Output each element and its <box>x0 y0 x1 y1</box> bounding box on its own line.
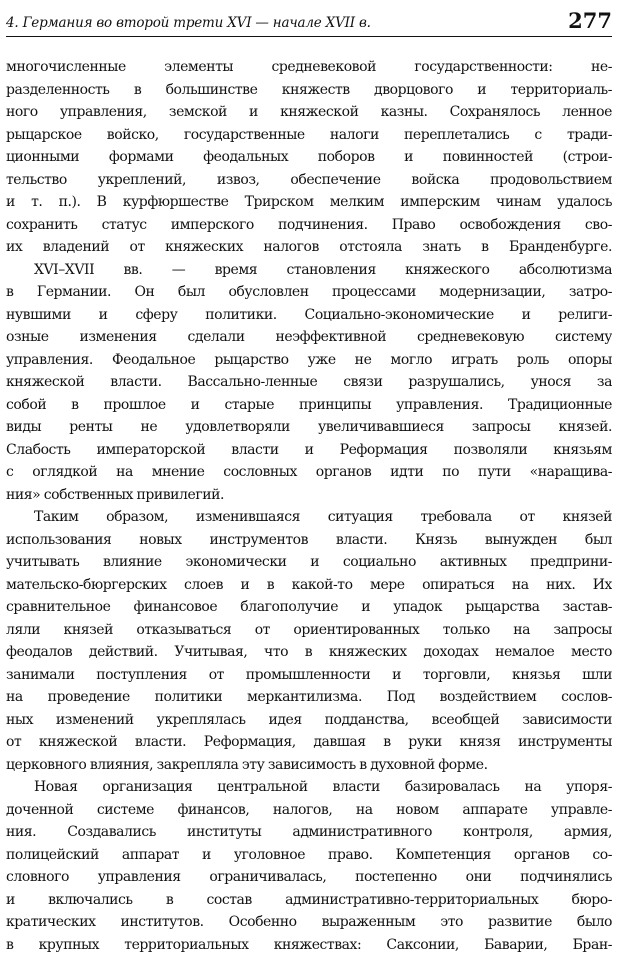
text-line: занимали поступления от промышленности и торговли, князья шли <box>6 666 612 683</box>
text-line: доченной системе финансов, налогов, на новом аппарате управле- <box>6 801 612 818</box>
text-line: собой в прошлое и старые принципы управления. Традиционные <box>6 396 612 413</box>
running-header <box>6 2 612 37</box>
text-line: нувшими и сферу политики. Социально-экономические и религи- <box>6 306 612 323</box>
text-line: сравнительное финансовое благополучие и упадок рыцарства застав- <box>6 599 612 615</box>
text-line: ного управления, земской и княжеской казны. Сохранялось ленное <box>6 104 612 120</box>
text-line: и включались в состав административно-территориальных бюро- <box>6 891 612 908</box>
text-line: многочисленные элементы средневековой государственности: не- <box>6 59 612 75</box>
text-line: кратических институтов. Особенно выраженным это развитие было <box>6 914 612 930</box>
paragraph-new-instruments <box>6 506 612 776</box>
text-line: их владений от княжеских налогов отстояла знать в Бранденбурге. <box>6 239 612 255</box>
text-line: в крупных территориальных княжествах: Саксонии, Баварии, Бран- <box>6 936 612 953</box>
text-line: с оглядкой на мнение сословных органов идти по пути «наращива- <box>6 464 612 480</box>
text-line: на проведение политики меркантилизма. Под воздействием сослов- <box>6 689 612 705</box>
text-line: ния. Создавались институты административного контроля, армия, <box>6 824 612 840</box>
paragraph-central-power <box>6 776 612 956</box>
text-line: от княжеской власти. Реформация, давшая в руки князя инструменты <box>6 734 612 750</box>
text-line: ных изменений укреплялась идея подданства, всеобщей зависимости <box>6 711 612 728</box>
text-line: княжеской власти. Вассально-ленные связи разрушались, унося за <box>6 374 612 390</box>
paragraph-absolutism <box>6 259 612 507</box>
text-line: словного управления ограничивалась, постепенно они подчинялись <box>6 869 612 885</box>
text-line: сохранить статус имперского подчинения. Право освобождения сво- <box>6 216 612 233</box>
text-line: озные изменения сделали неэффективной средневековую систему <box>6 329 612 345</box>
text-line: Таким образом, изменившаяся ситуация требовала от князей <box>34 509 612 525</box>
text-line: учитывать влияние экономически и социально активных предприни- <box>6 554 612 570</box>
text-line: феодалов действий. Учитывая, что в княжеских доходах немалое место <box>6 644 612 660</box>
text-line: виды ренты не удовлетворяли увеличивавшиеся запросы князей. <box>6 419 612 435</box>
paragraph-continuation <box>6 56 612 259</box>
text-line: ционными формами феодальных поборов и повинностей (строи- <box>6 149 612 165</box>
text-line: Слабость императорской власти и Реформация позволяли князьям <box>6 441 612 458</box>
text-line: управления. Феодальное рыцарство уже не могло играть роль опоры <box>6 351 612 368</box>
text-line: Новая организация центральной власти базировалась на упоря- <box>34 779 612 795</box>
text-line: полицейский аппарат и уголовное право. Компетенция органов со- <box>6 846 612 863</box>
text-line: в Германии. Он был обусловлен процессами модернизации, затро- <box>6 284 612 300</box>
text-line: разделенность в большинстве княжеств дворцового и территориаль- <box>6 81 612 98</box>
book-page <box>6 0 612 976</box>
text-line: тельство укреплений, извоз, обеспечение войска продовольствием <box>6 171 612 188</box>
text-line: и т. п.). В курфюршестве Трирском мелким имперским чинам удалось <box>6 194 612 210</box>
text-line: использования новых инструментов власти. Князь вынужден был <box>6 531 612 548</box>
text-line: церковного влияния, закрепляла эту зависимость в духовной форме. <box>6 756 488 773</box>
text-line: рыцарское войско, государственные налоги переплетались с тради- <box>6 126 612 143</box>
text-line: ляли князей отказываться от ориентированных только на запросы <box>6 621 612 638</box>
text-line: ния» собственных привилегий. <box>6 486 224 503</box>
page-number: 277 <box>568 8 612 33</box>
body-text <box>6 56 612 956</box>
text-line: мательско-бюргерских слоев и в какой-то мере опираться на них. Их <box>6 576 612 593</box>
running-title: 4. Германия во второй трети XVI — начале XVII в. <box>6 15 371 31</box>
text-line: XVI–XVII вв. — время становления княжеского абсолютизма <box>34 261 612 278</box>
